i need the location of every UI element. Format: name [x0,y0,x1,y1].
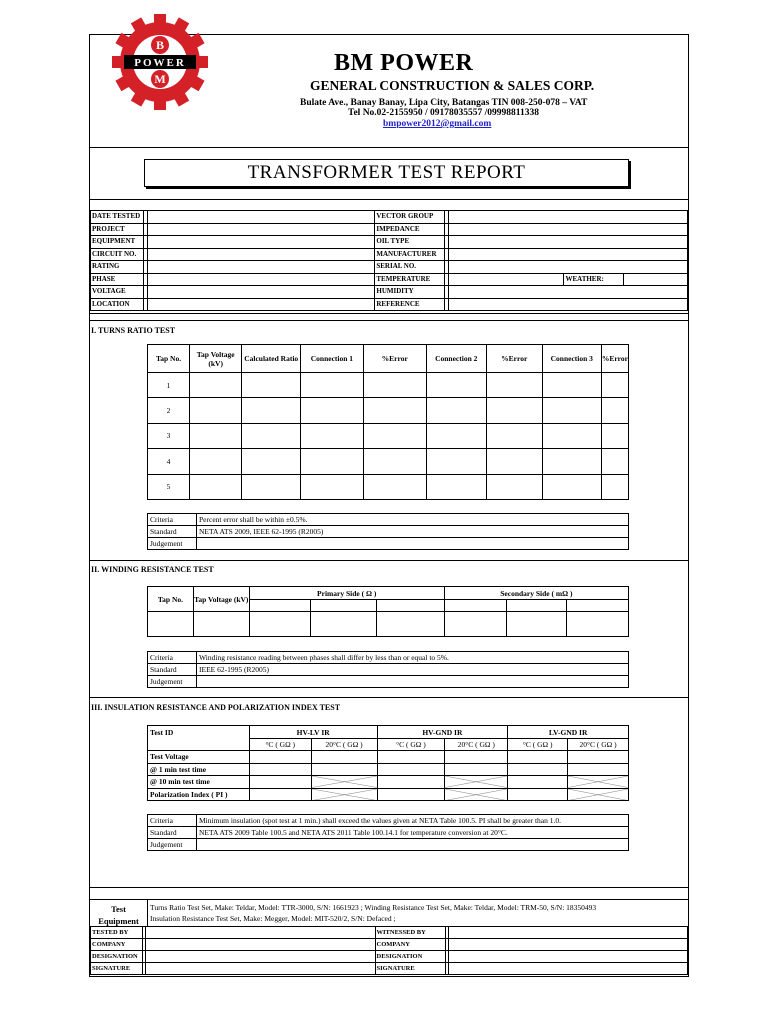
winding-resistance-table [147,586,629,637]
standard-text: NETA ATS 2009, IEEE 62-1995 (R2005) [197,526,629,538]
insulation-cell[interactable] [377,776,445,789]
company-name: BM POWER [334,50,474,76]
turns-ratio-cell[interactable] [601,449,628,474]
col-tap-voltage: Tap Voltage (kV) [190,345,242,373]
turns-ratio-cell[interactable] [242,423,301,448]
turns-ratio-cell[interactable] [363,398,426,423]
turns-ratio-cell[interactable] [601,373,628,398]
insulation-cell[interactable] [445,751,508,764]
turns-ratio-cell[interactable] [363,373,426,398]
turns-ratio-cell[interactable] [542,449,601,474]
info-label: OIL TYPE [375,236,445,249]
weather-field[interactable] [624,273,688,286]
col-calculated-ratio: Calculated Ratio [242,345,301,373]
insulation-criteria [147,814,629,851]
insulation-cell[interactable] [249,776,311,789]
turns-ratio-cell[interactable] [486,474,542,499]
logo-letter-b: B [155,38,165,52]
sub-20c: 20°C ( GΩ ) [568,739,629,751]
sub-temp: °C ( GΩ ) [377,739,445,751]
signature-label: COMPANY [91,939,143,951]
criteria-text: Minimum insulation (spot test at 1 min.) shall exceed the values given at NETA Table 100.5. PI shall be greater than 1.0. [197,815,629,827]
company-email-link[interactable]: bmpower2012@gmail.com [383,119,492,129]
info-value-field[interactable] [449,298,688,311]
equipment-line-1: Turns Ratio Test Set, Make: Teldar, Model: TTR-3000, S/N: 1661923 ; Winding Resistance Test Set, Make: Teldar, Model: TRM-50, S/N: 18350493 [150,903,597,912]
crossed-out-cell [445,788,508,801]
weather-label: WEATHER: [564,273,624,286]
turns-ratio-cell[interactable] [301,423,364,448]
crossed-out-cell [311,788,377,801]
crossed-out-cell [311,776,377,789]
col-tap-no: Tap No. [148,587,194,612]
criteria-label: Criteria [148,815,197,827]
wr-cell[interactable] [193,612,249,637]
turns-ratio-cell[interactable] [601,474,628,499]
signature-label: WITNESSED BY [375,927,446,939]
turns-ratio-row [148,423,629,448]
insulation-resistance-title: III. INSULATION RESISTANCE AND POLARIZATION INDEX TEST [91,703,341,712]
turns-ratio-cell[interactable] [301,373,364,398]
signature-field[interactable] [449,951,688,963]
divider [89,887,689,888]
turns-ratio-cell[interactable] [363,449,426,474]
turns-ratio-cell[interactable] [426,398,486,423]
col-connection-2: Connection 2 [426,345,486,373]
insulation-cell[interactable] [311,751,377,764]
signature-label: DESIGNATION [91,951,143,963]
insulation-row-label: Test Voltage [148,751,250,764]
group-lv-gnd: LV-GND IR [508,726,629,739]
report-info-table [90,210,688,311]
turns-ratio-cell[interactable] [426,449,486,474]
insulation-cell[interactable] [377,751,445,764]
judgement-label: Judgement [148,538,197,550]
turns-ratio-cell[interactable] [190,449,242,474]
winding-criteria [147,651,629,688]
insulation-cell[interactable] [508,776,568,789]
insulation-cell[interactable] [377,763,445,776]
info-value-field[interactable] [147,286,374,299]
col-test-id: Test ID [148,726,250,751]
turns-ratio-cell[interactable] [601,423,628,448]
signature-label: SIGNATURE [375,963,446,975]
logo-word-power: POWER [134,57,186,69]
tap-number: 5 [148,474,190,499]
tap-number: 4 [148,449,190,474]
turns-ratio-cell[interactable] [542,398,601,423]
turns-ratio-cell[interactable] [363,474,426,499]
insulation-cell[interactable] [508,788,568,801]
info-label: HUMIDITY [375,286,445,299]
insulation-row-label: @ 1 min test time [148,763,250,776]
info-value-field[interactable] [449,211,688,224]
judgement-field[interactable] [197,538,629,550]
turns-ratio-cell[interactable] [542,474,601,499]
divider [89,899,689,900]
sub-20c: 20°C ( GΩ ) [445,739,508,751]
turns-ratio-cell[interactable] [242,449,301,474]
judgement-field[interactable] [197,676,629,688]
standard-text: NETA ATS 2009 Table 100.5 and NETA ATS 2011 Table 100.14.1 for temperature conversion at 20°C. [197,827,629,839]
group-hv-gnd: HV-GND IR [377,726,508,739]
insulation-cell[interactable] [249,763,311,776]
criteria-text: Percent error shall be within ±0.5%. [197,514,629,526]
crossed-out-cell [568,776,629,789]
sub-temp: °C ( GΩ ) [249,739,311,751]
insulation-cell[interactable] [249,788,311,801]
insulation-resistance-table [147,725,629,801]
info-value-field[interactable] [449,223,688,236]
divider [89,199,689,200]
turns-ratio-cell[interactable] [301,398,364,423]
col-tap-no: Tap No. [148,345,190,373]
criteria-label: Criteria [148,514,197,526]
col-error-2: %Error [486,345,542,373]
signature-label: SIGNATURE [91,963,143,975]
info-label: SERIAL NO. [375,261,445,274]
info-value-field[interactable] [147,261,374,274]
info-label: VOLTAGE [91,286,144,299]
winding-resistance-title: II. WINDING RESISTANCE TEST [91,565,214,574]
turns-ratio-cell[interactable] [542,373,601,398]
col-tap-voltage: Tap Voltage (kV) [193,587,249,612]
tap-number: 2 [148,398,190,423]
crossed-out-cell [568,788,629,801]
turns-ratio-title: I. TURNS RATIO TEST [91,326,176,335]
col-connection-3: Connection 3 [542,345,601,373]
turns-ratio-cell[interactable] [190,423,242,448]
sub-20c: 20°C ( GΩ ) [311,739,377,751]
info-label: PROJECT [91,223,144,236]
info-value-field[interactable] [147,273,374,286]
turns-ratio-cell[interactable] [426,373,486,398]
col-error-1: %Error [363,345,426,373]
judgement-label: Judgement [148,676,197,688]
signature-field[interactable] [145,951,375,963]
info-value-field[interactable] [449,261,688,274]
insulation-row [148,776,629,789]
standard-text: IEEE 62-1995 (R2005) [197,664,629,676]
wr-cell[interactable] [507,612,567,637]
company-address: Bulate Ave., Banay Banay, Lipa City, Batangas TIN 008-250-078 – VAT [300,98,588,108]
info-label: VECTOR GROUP [375,211,445,224]
company-tel: Tel No.02-2155950 / 09178035557 /09998811338 [348,108,539,118]
bm-power-logo [110,12,210,112]
insulation-cell[interactable] [377,788,445,801]
insulation-cell[interactable] [568,751,629,764]
insulation-row-label: @ 10 min test time [148,776,250,789]
turns-ratio-cell[interactable] [301,449,364,474]
turns-ratio-table [147,344,629,500]
equipment-line-2: Insulation Resistance Test Set, Make: Megger, Model: MIT-520/2, S/N: Defaced ; [150,914,396,923]
info-value-field[interactable] [449,248,688,261]
turns-ratio-row [148,474,629,499]
info-label: LOCATION [91,298,144,311]
col-error-3: %Error [601,345,628,373]
turns-ratio-cell[interactable] [301,474,364,499]
insulation-cell[interactable] [508,763,568,776]
info-value-field[interactable] [147,211,374,224]
criteria-text: Winding resistance reading between phases shall differ by less than or equal to 5%. [197,652,629,664]
info-value-field[interactable] [147,236,374,249]
turns-ratio-cell[interactable] [242,474,301,499]
standard-label: Standard [148,827,197,839]
wr-cell[interactable] [444,612,507,637]
turns-ratio-cell[interactable] [486,449,542,474]
standard-label: Standard [148,526,197,538]
sub-temp: °C ( GΩ ) [508,739,568,751]
turns-ratio-cell[interactable] [542,423,601,448]
wr-cell[interactable] [249,612,311,637]
judgement-label: Judgement [148,839,197,851]
insulation-cell[interactable] [311,763,377,776]
info-label: PHASE [91,273,144,286]
wr-cell[interactable] [311,612,377,637]
info-label: MANUFACTURER [375,248,445,261]
insulation-row-label: Polarization Index ( PI ) [148,788,250,801]
info-value-field[interactable] [449,236,688,249]
signature-label: COMPANY [375,939,446,951]
company-subtitle: GENERAL CONSTRUCTION & SALES CORP. [310,78,595,93]
info-label: RATING [91,261,144,274]
divider [89,147,689,148]
insulation-cell[interactable] [568,763,629,776]
turns-ratio-cell[interactable] [486,423,542,448]
signature-label: TESTED BY [91,927,143,939]
insulation-cell[interactable] [508,751,568,764]
turns-ratio-cell[interactable] [486,373,542,398]
info-label: REFERENCE [375,298,445,311]
test-equipment-label: Test Equipment [98,904,139,926]
divider [89,313,689,314]
turns-ratio-cell[interactable] [190,474,242,499]
turns-ratio-row [148,398,629,423]
insulation-row [148,788,629,801]
signature-field[interactable] [449,963,688,975]
turns-ratio-cell[interactable] [486,398,542,423]
turns-ratio-cell[interactable] [242,373,301,398]
turns-ratio-cell[interactable] [190,373,242,398]
insulation-row [148,763,629,776]
signature-field[interactable] [449,927,688,939]
report-title: TRANSFORMER TEST REPORT [144,159,629,187]
divider [89,697,689,698]
divider [89,560,689,561]
tap-number: 3 [148,423,190,448]
turns-ratio-cell[interactable] [363,423,426,448]
insulation-cell[interactable] [249,751,311,764]
wr-cell[interactable] [377,612,445,637]
signature-field[interactable] [145,927,375,939]
col-secondary-side: Secondary Side ( mΩ ) [444,587,628,600]
turns-ratio-criteria [147,513,629,550]
turns-ratio-cell[interactable] [242,398,301,423]
info-value-field[interactable] [449,286,688,299]
logo-letter-m: M [154,72,166,86]
wr-cell[interactable] [567,612,629,637]
standard-label: Standard [148,664,197,676]
info-value-field[interactable] [147,298,374,311]
turns-ratio-row [148,373,629,398]
signature-field[interactable] [145,963,375,975]
info-label: EQUIPMENT [91,236,144,249]
turns-ratio-cell[interactable] [601,398,628,423]
divider [89,320,689,321]
signature-field[interactable] [449,939,688,951]
info-label: IMPEDANCE [375,223,445,236]
crossed-out-cell [445,776,508,789]
info-value-field[interactable] [449,273,564,286]
col-primary-side: Primary Side ( Ω ) [249,587,444,600]
turns-ratio-cell[interactable] [426,474,486,499]
wr-cell[interactable] [148,612,194,637]
info-label: CIRCUIT NO. [91,248,144,261]
criteria-label: Criteria [148,652,197,664]
turns-ratio-row [148,449,629,474]
info-label: TEMPERATURE [375,273,445,286]
info-value-field[interactable] [147,223,374,236]
turns-ratio-cell[interactable] [426,423,486,448]
tap-number: 1 [148,373,190,398]
turns-ratio-cell[interactable] [190,398,242,423]
signature-field[interactable] [145,939,375,951]
judgement-field[interactable] [197,839,629,851]
signature-table [90,926,688,975]
info-value-field[interactable] [147,248,374,261]
insulation-cell[interactable] [445,763,508,776]
insulation-row [148,751,629,764]
info-label: DATE TESTED [91,211,144,224]
col-connection-1: Connection 1 [301,345,364,373]
signature-label: DESIGNATION [375,951,446,963]
group-hv-lv: HV-LV IR [249,726,377,739]
